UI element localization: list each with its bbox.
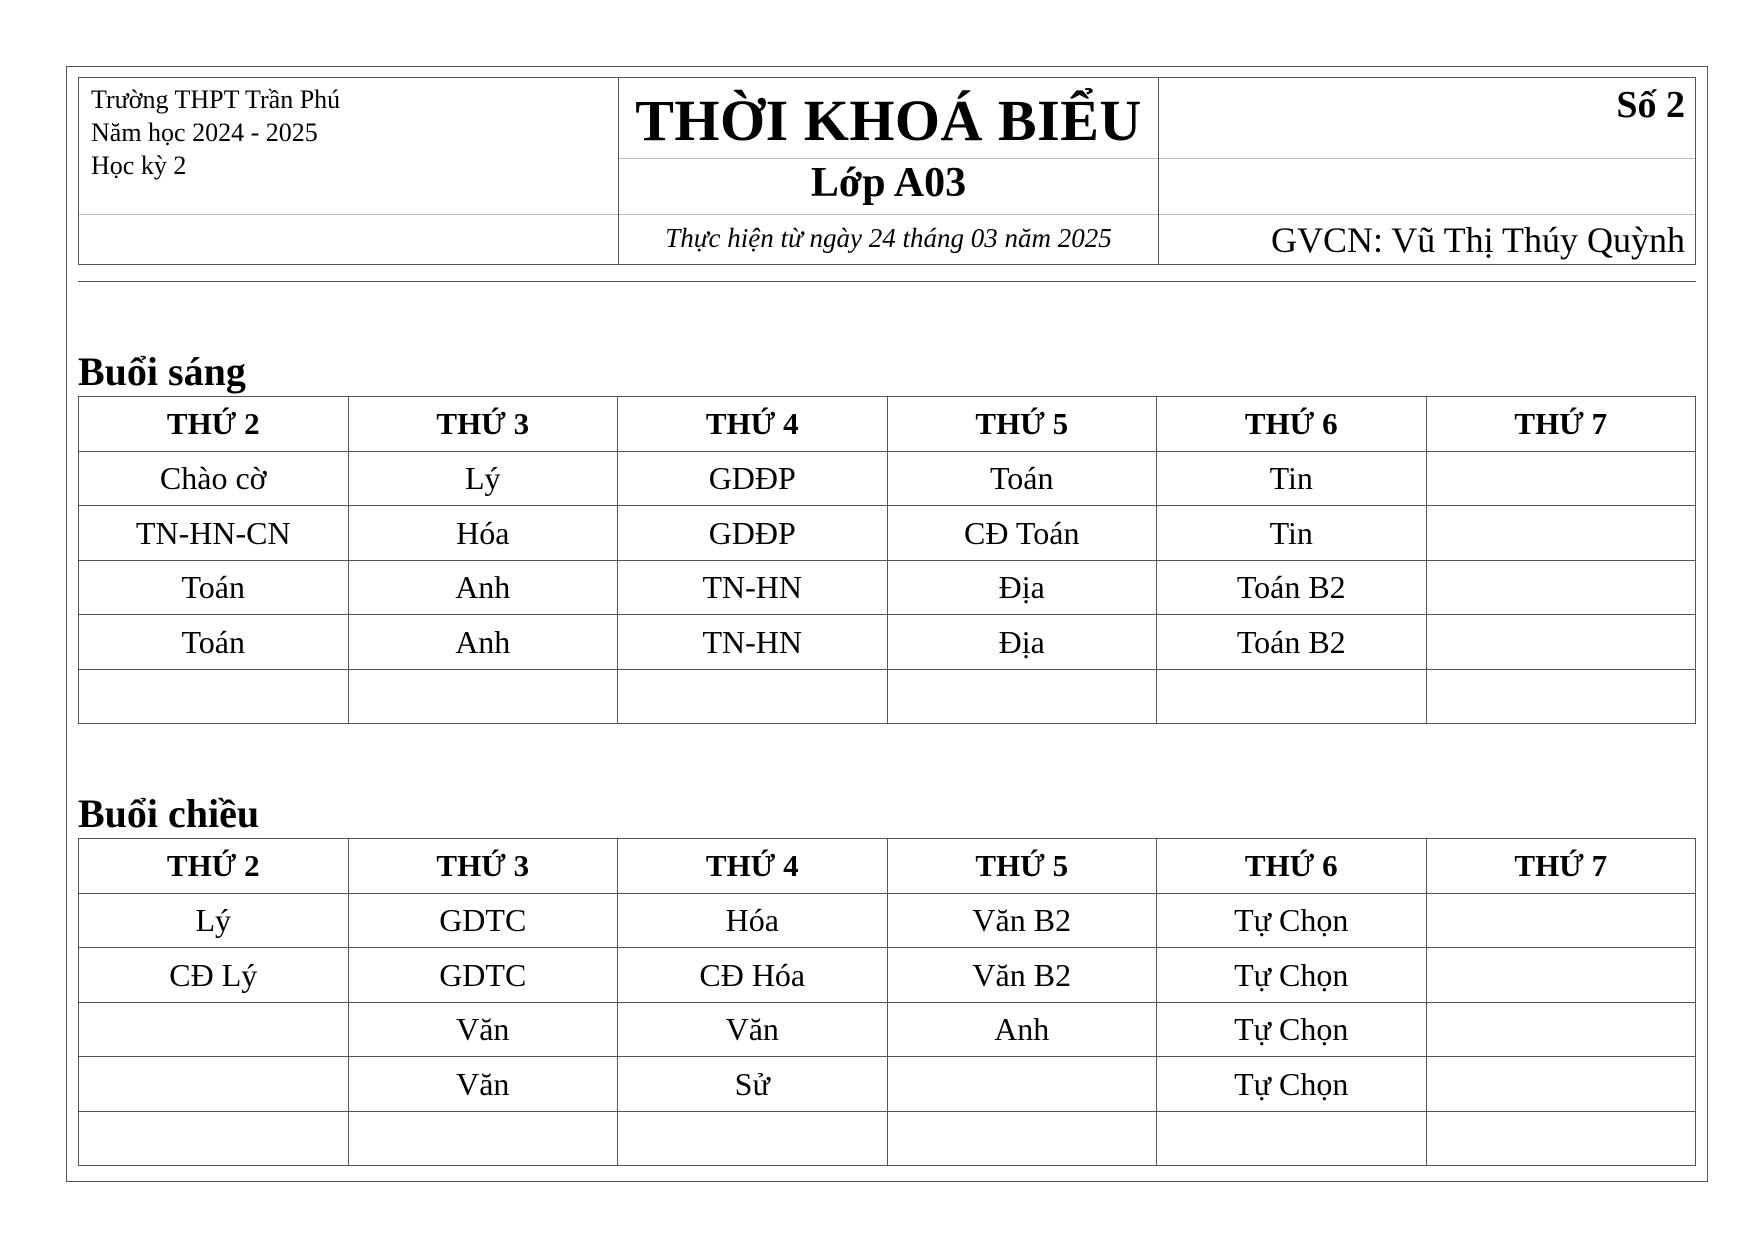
table-cell: Địa [887, 560, 1157, 615]
table-cell: Toán [887, 451, 1157, 506]
table-row [79, 560, 1696, 615]
table-cell [348, 669, 618, 724]
table-cell: TN-HN [618, 560, 888, 615]
page-title: THỜI KHOÁ BIỂU [635, 88, 1142, 153]
table-cell [1426, 1002, 1696, 1057]
table-cell: GDTC [348, 893, 618, 948]
table-cell [79, 1002, 349, 1057]
column-header: THỨ 7 [1426, 839, 1696, 894]
table-row [79, 506, 1696, 561]
table-row [79, 1002, 1696, 1057]
table-cell: Anh [887, 1002, 1157, 1057]
table-cell [618, 669, 888, 724]
table-cell: TN-HN [618, 615, 888, 670]
table-cell [887, 669, 1157, 724]
table-cell [1426, 669, 1696, 724]
table-cell [1426, 1057, 1696, 1112]
table-row [79, 669, 1696, 724]
school-name: Trường THPT Trần Phú [91, 85, 341, 114]
title-cell [619, 78, 1159, 264]
table-cell: Tự Chọn [1157, 948, 1427, 1003]
morning-session-title: Buổi sáng [78, 349, 246, 394]
school-info-cell [79, 78, 619, 264]
table-cell: Tự Chọn [1157, 1002, 1427, 1057]
school-info [91, 83, 340, 182]
table-cell [348, 1111, 618, 1166]
divider [619, 214, 1158, 215]
table-cell [887, 1111, 1157, 1166]
table-row [79, 451, 1696, 506]
column-header: THỨ 2 [79, 839, 349, 894]
table-row [79, 948, 1696, 1003]
table-cell [1157, 1111, 1427, 1166]
column-header: THỨ 6 [1157, 397, 1427, 452]
table-cell: Chào cờ [79, 451, 349, 506]
table-cell [1157, 669, 1427, 724]
table-cell: Tin [1157, 506, 1427, 561]
table-cell: Tự Chọn [1157, 893, 1427, 948]
homeroom-teacher: GVCN: Vũ Thị Thúy Quỳnh [1270, 220, 1685, 260]
table-cell: Hóa [618, 893, 888, 948]
divider [1159, 214, 1695, 215]
column-header: THỨ 6 [1157, 839, 1427, 894]
table-cell: Lý [79, 893, 349, 948]
table-cell: CĐ Toán [887, 506, 1157, 561]
document-number: Số 2 [1616, 84, 1685, 126]
divider [1159, 158, 1695, 159]
table-cell [1426, 948, 1696, 1003]
table-cell [1426, 1111, 1696, 1166]
header-rule [78, 281, 1696, 282]
table-row [79, 1111, 1696, 1166]
table-cell: GDĐP [618, 451, 888, 506]
table-cell: Văn B2 [887, 893, 1157, 948]
table-cell: Văn [348, 1057, 618, 1112]
column-header: THỨ 5 [887, 397, 1157, 452]
column-header: THỨ 3 [348, 397, 618, 452]
table-cell: Hóa [348, 506, 618, 561]
table-cell: CĐ Hóa [618, 948, 888, 1003]
column-header: THỨ 3 [348, 839, 618, 894]
table-cell: Văn [618, 1002, 888, 1057]
table-cell [1426, 506, 1696, 561]
table-cell [887, 1057, 1157, 1112]
table-cell [1426, 451, 1696, 506]
afternoon-session-title: Buổi chiều [78, 791, 260, 836]
table-cell: Sử [618, 1057, 888, 1112]
table-cell: Toán [79, 560, 349, 615]
table-cell: Tin [1157, 451, 1427, 506]
table-cell: Anh [348, 560, 618, 615]
info-cell [1159, 78, 1695, 264]
table-cell [79, 1111, 349, 1166]
afternoon-timetable [78, 838, 1696, 1166]
table-cell [1426, 893, 1696, 948]
semester: Học kỳ 2 [91, 151, 187, 180]
timetable-header [78, 77, 1696, 265]
table-cell: TN-HN-CN [79, 506, 349, 561]
column-header: THỨ 4 [618, 839, 888, 894]
table-cell: Văn B2 [887, 948, 1157, 1003]
table-cell: Anh [348, 615, 618, 670]
table-row [79, 615, 1696, 670]
table-cell [618, 1111, 888, 1166]
class-name: Lớp A03 [810, 160, 967, 206]
table-row [79, 893, 1696, 948]
table-cell [79, 1057, 349, 1112]
table-cell: Toán B2 [1157, 560, 1427, 615]
table-cell: Địa [887, 615, 1157, 670]
column-header: THỨ 7 [1426, 397, 1696, 452]
table-cell: Lý [348, 451, 618, 506]
table-cell [1426, 560, 1696, 615]
table-cell: GDTC [348, 948, 618, 1003]
table-header-row [79, 839, 1696, 894]
table-cell [1426, 615, 1696, 670]
table-cell: Toán B2 [1157, 615, 1427, 670]
table-cell [79, 669, 349, 724]
table-row [79, 1057, 1696, 1112]
table-cell: GDĐP [618, 506, 888, 561]
table-header-row [79, 397, 1696, 452]
morning-timetable [78, 396, 1696, 724]
table-cell: Toán [79, 615, 349, 670]
column-header: THỨ 5 [887, 839, 1157, 894]
column-header: THỨ 4 [618, 397, 888, 452]
school-year: Năm học 2024 - 2025 [91, 118, 318, 147]
column-header: THỨ 2 [79, 397, 349, 452]
table-cell: Văn [348, 1002, 618, 1057]
table-cell: CĐ Lý [79, 948, 349, 1003]
effective-date: Thực hiện từ ngày 24 tháng 03 năm 2025 [665, 223, 1112, 253]
table-cell: Tự Chọn [1157, 1057, 1427, 1112]
divider [79, 214, 618, 215]
